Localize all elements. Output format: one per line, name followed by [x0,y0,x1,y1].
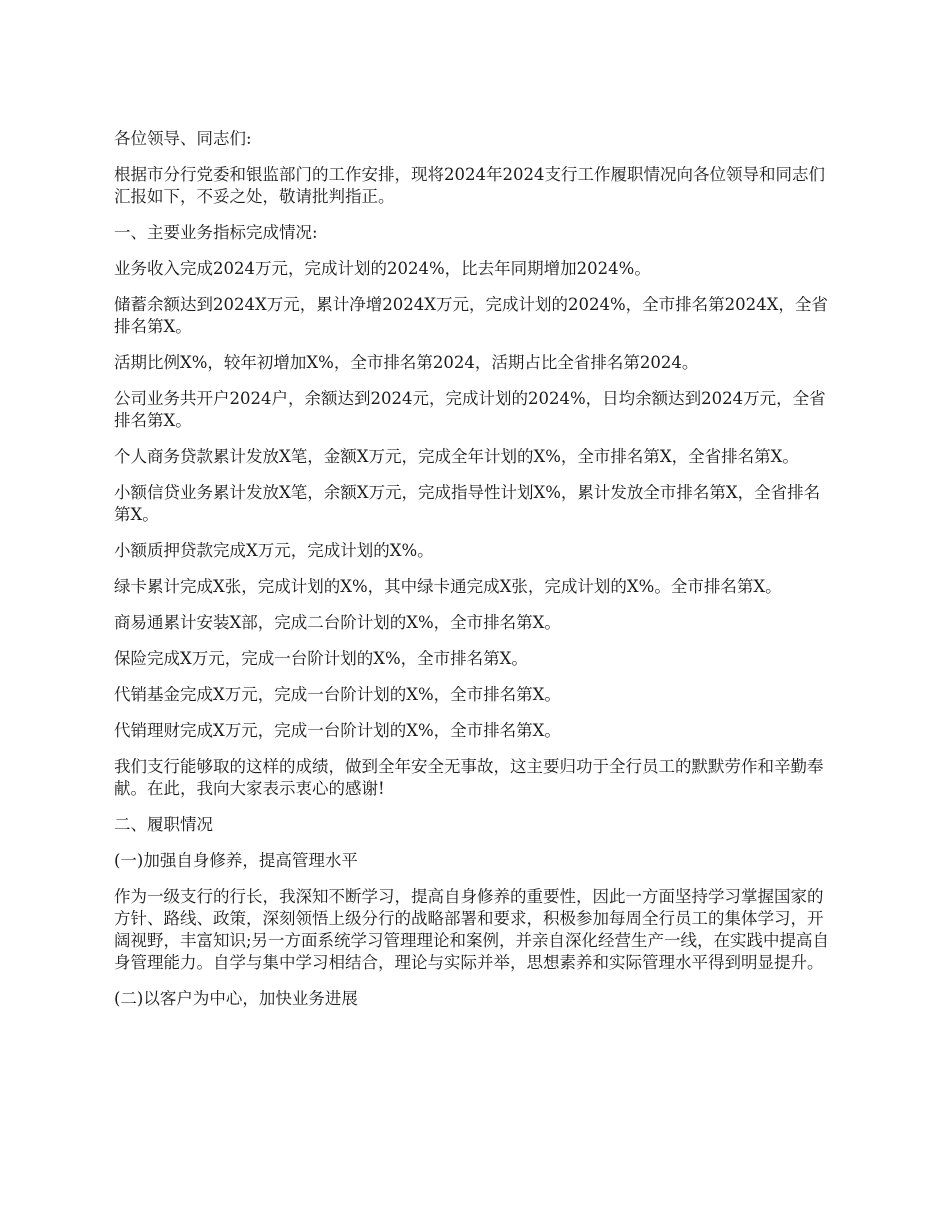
salutation: 各位领导、同志们: [114,129,252,148]
document-body [114,128,836,1024]
intro-paragraph: 根据市分行党委和银监部门的工作安排，现将2024年2024支行工作履职情况向各位领导和同志们汇报如下，不妥之处，敬请批判指正。 [114,165,825,206]
thanks-paragraph: 我们支行能够取的这样的成绩，做到全年安全无事故，这主要归功于全行员工的默默劳作和辛勤奉献。在此，我向大家表示衷心的感谢! [114,757,824,798]
subsection-heading: (二)以客户为中心，加快业务进展 [114,989,358,1008]
indicator-paragraph: 公司业务共开户2024户，余额达到2024元，完成计划的2024%，日均余额达到2024万元，全省排名第X。 [114,389,826,430]
section-heading-1: 一、主要业务指标完成情况: [114,223,318,242]
indicator-paragraph: 储蓄余额达到2024X万元，累计净增2024X万元，完成计划的2024%，全市排名第2024X，全省排名第X。 [114,295,828,336]
indicator-paragraph: 活期比例X%，较年初增加X%，全市排名第2024，活期占比全省排名第2024。 [114,353,699,372]
indicator-paragraph: 保险完成X万元，完成一台阶计划的X%，全市排名第X。 [114,649,528,668]
indicator-paragraph: 商易通累计安装X部，完成二台阶计划的X%，全市排名第X。 [114,613,561,632]
indicator-paragraph: 业务收入完成2024万元，完成计划的2024%，比去年同期增加2024%。 [114,259,651,278]
indicator-paragraph: 小额质押贷款完成X万元，完成计划的X%。 [114,541,434,560]
indicator-paragraph: 代销理财完成X万元，完成一台阶计划的X%，全市排名第X。 [114,721,561,740]
indicator-paragraph: 个人商务贷款累计发放X笔，金额X万元，完成全年计划的X%，全市排名第X，全省排名第X。 [114,447,799,466]
indicator-paragraph: 小额信贷业务累计发放X笔，余额X万元，完成指导性计划X%，累计发放全市排名第X，全省排名第X。 [114,483,821,524]
indicator-paragraph: 绿卡累计完成X张，完成计划的X%，其中绿卡通完成X张，完成计划的X%。全市排名第X。 [114,577,782,596]
body-paragraph: 作为一级支行的行长，我深知不断学习，提高自身修养的重要性，因此一方面坚持学习掌握国家的方针、路线、政策，深刻领悟上级分行的战略部署和要求，积极参加每周全行员工的集体学习，开阔视野，丰富知识;另一方面系统学习管理理论和案例，并亲自深化经营生产一线，在实践中提高自身管理能力。自学与集中学习相结合，理论与实际并举，思想素养和实际管理水平得到明显提升。 [114,887,830,972]
indicator-paragraph: 代销基金完成X万元，完成一台阶计划的X%，全市排名第X。 [114,685,561,704]
subsection-heading: (一)加强自身修养，提高管理水平 [114,851,358,870]
section-heading-2: 二、履职情况 [114,815,213,834]
